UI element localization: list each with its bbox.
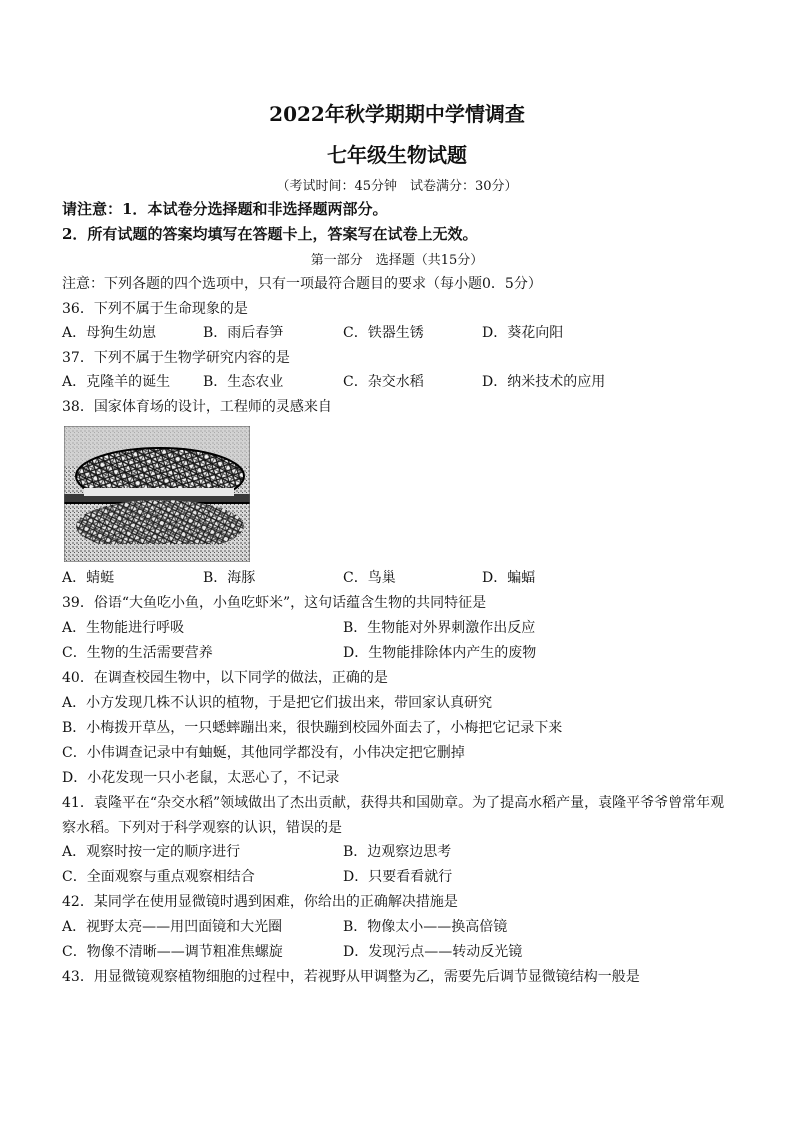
- exam-info: （考试时间：45分钟 试卷满分：30分）: [276, 179, 518, 194]
- q36-option-d: D．葵花向阳: [482, 325, 564, 341]
- q39-option-b: B．生物能对外界刺激作出反应: [343, 620, 536, 636]
- note-2: 2．所有试题的答案均填写在答题卡上，答案写在试卷上无效。: [62, 225, 478, 243]
- q39-option-a: A．生物能进行呼吸: [62, 620, 185, 636]
- q37-option-c: C．杂交水稻: [343, 374, 424, 390]
- q38-option-b: B．海豚: [203, 570, 256, 586]
- question-37-stem: 37．下列不属于生物学研究内容的是: [62, 350, 290, 366]
- q37-option-b: B．生态农业: [203, 374, 284, 390]
- q41-option-c: C．全面观察与重点观察相结合: [62, 869, 255, 885]
- q40-option-b: B．小梅拨开草丛，一只蟋蟀蹦出来，很快蹦到校园外面去了，小梅把它记录下来: [62, 720, 563, 736]
- q36-option-b: B．雨后春笋: [203, 325, 284, 341]
- q42-option-c: C．物像不清晰——调节粗准焦螺旋: [62, 944, 283, 960]
- note-1: 请注意：1．本试卷分选择题和非选择题两部分。: [62, 200, 388, 218]
- question-41-stem-line2: 察水稻。下列对于科学观察的认识，错误的是: [62, 820, 342, 836]
- q41-option-b: B．边观察边思考: [343, 844, 452, 860]
- q36-option-c: C．铁器生锈: [343, 325, 424, 341]
- question-39-stem: 39．俗语“大鱼吃小鱼，小鱼吃虾米”，这句话蕴含生物的共同特征是: [62, 595, 487, 611]
- question-42-stem: 42．某同学在使用显微镜时遇到困难，你给出的正确解决措施是: [62, 894, 458, 910]
- q41-option-a: A．观察时按一定的顺序进行: [62, 844, 241, 860]
- question-41-stem-line1: 41．袁隆平在“杂交水稻”领域做出了杰出贡献，获得共和国勋章。为了提高水稻产量，袁隆平爷爷曾常年观: [62, 795, 725, 811]
- question-36-stem: 36．下列不属于生命现象的是: [62, 301, 248, 317]
- q41-option-d: D．只要看看就行: [343, 869, 453, 885]
- exam-title: 2022年秋学期期中学情调查: [269, 102, 525, 126]
- q39-option-d: D．生物能排除体内产生的废物: [343, 645, 537, 661]
- q40-option-a: A．小方发现几株不认识的植物，于是把它们拔出来，带回家认真研究: [62, 695, 493, 711]
- section-instruction: 注意：下列各题的四个选项中，只有一项最符合题目的要求（每小题0．5分）: [62, 276, 542, 292]
- q38-option-d: D．蝙蝠: [482, 570, 536, 586]
- question-38-stem: 38．国家体育场的设计，工程师的灵感来自: [62, 399, 332, 415]
- q40-option-d: D．小花发现一只小老鼠，太恶心了，不记录: [62, 770, 340, 786]
- question-40-stem: 40．在调查校园生物中，以下同学的做法，正确的是: [62, 670, 388, 686]
- q39-option-c: C．生物的生活需要营养: [62, 645, 213, 661]
- q42-option-b: B．物像太小——换高倍镜: [343, 919, 508, 935]
- stadium-photo: [64, 426, 250, 562]
- q40-option-c: C．小伟调查记录中有蚰蜒，其他同学都没有，小伟决定把它删掉: [62, 745, 465, 761]
- q42-option-d: D．发现污点——转动反光镜: [343, 944, 523, 960]
- q38-option-a: A．蜻蜓: [62, 570, 115, 586]
- q37-option-d: D．纳米技术的应用: [482, 374, 606, 390]
- section-title: 第一部分 选择题（共15分）: [310, 253, 484, 268]
- q42-option-a: A．视野太亮——用凹面镜和大光圈: [62, 919, 283, 935]
- q37-option-a: A．克隆羊的诞生: [62, 374, 171, 390]
- exam-subtitle: 七年级生物试题: [327, 143, 467, 167]
- question-43-stem: 43．用显微镜观察植物细胞的过程中，若视野从甲调整为乙，需要先后调节显微镜结构一般是: [62, 969, 640, 985]
- q36-option-a: A．母狗生幼崽: [62, 325, 157, 341]
- q38-option-c: C．鸟巢: [343, 570, 396, 586]
